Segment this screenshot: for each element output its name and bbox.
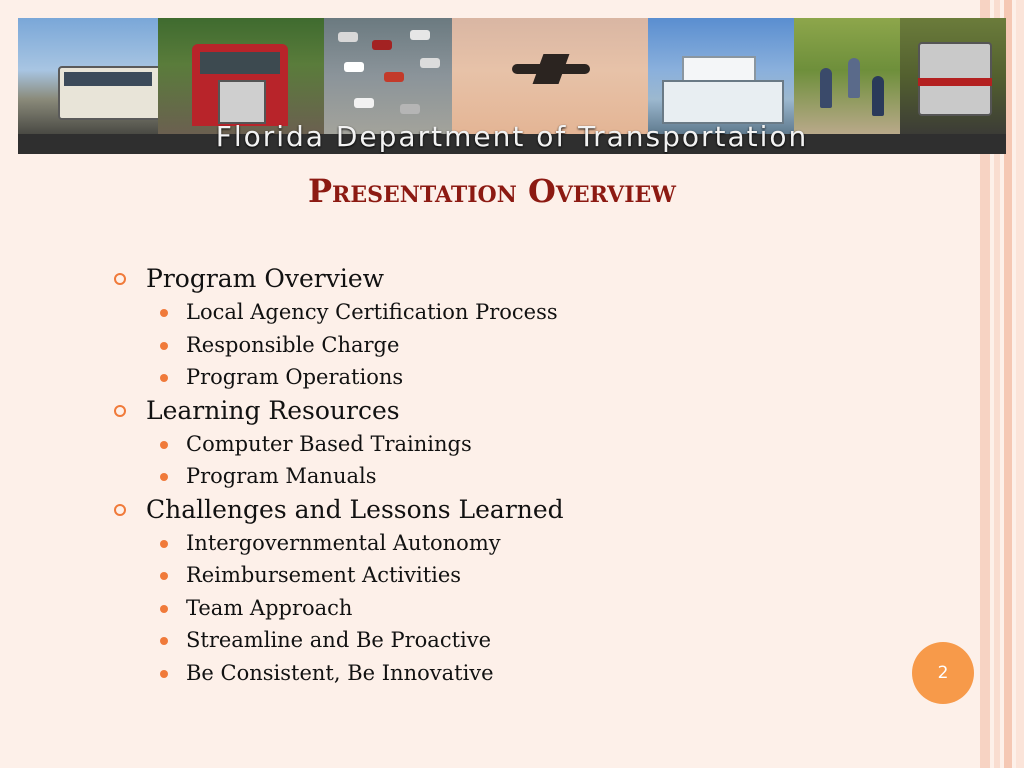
- car-shape: [384, 72, 404, 82]
- list-item: [112, 624, 872, 657]
- dot-bullet-icon: [160, 670, 168, 678]
- list-item: [112, 592, 872, 625]
- list-item-label: Intergovernmental Autonomy: [186, 530, 501, 555]
- list-item-label: Computer Based Trainings: [186, 431, 472, 456]
- list-item: [112, 527, 872, 560]
- banner-photo-collage: [18, 18, 1006, 134]
- list-item-label: Responsible Charge: [186, 332, 400, 357]
- dot-bullet-icon: [160, 473, 168, 481]
- dot-bullet-icon: [160, 374, 168, 382]
- car-shape: [410, 30, 430, 40]
- slide-title: Presentation Overview: [307, 172, 677, 210]
- highway-traffic-photo: [324, 18, 452, 134]
- list-item: [112, 559, 872, 592]
- dot-bullet-icon: [160, 441, 168, 449]
- list-item-label: Local Agency Certification Process: [186, 300, 558, 324]
- dot-bullet-icon: [160, 572, 168, 580]
- ring-bullet-icon: [114, 405, 126, 417]
- bullet-list: [112, 262, 872, 689]
- section-heading: [112, 262, 872, 296]
- list-item-label: Streamline and Be Proactive: [186, 628, 492, 652]
- person-shape: [872, 76, 884, 116]
- section-label: Program Overview: [146, 264, 385, 293]
- list-item-label: Team Approach: [186, 595, 353, 620]
- ship-photo: [648, 18, 794, 134]
- ring-bullet-icon: [114, 273, 126, 285]
- car-shape: [338, 32, 358, 42]
- list-item: [112, 657, 872, 690]
- car-shape: [344, 62, 364, 72]
- car-shape: [420, 58, 440, 68]
- pedestrians-photo: [794, 18, 900, 134]
- section-label: Learning Resources: [146, 395, 400, 425]
- dot-bullet-icon: [160, 540, 168, 548]
- list-item: [112, 361, 872, 394]
- train-stripe-shape: [918, 78, 992, 86]
- car-shape: [354, 98, 374, 108]
- list-item-label: Program Manuals: [186, 464, 377, 488]
- car-shape: [372, 40, 392, 50]
- bus-window-shape: [64, 72, 152, 86]
- side-strip: [1016, 0, 1024, 768]
- truck-photo: [158, 18, 324, 134]
- person-shape: [820, 68, 832, 108]
- dot-bullet-icon: [160, 309, 168, 317]
- train-photo: [900, 18, 1006, 134]
- ship-hull-shape: [662, 80, 784, 124]
- banner-title: Florida Department of Transportation: [215, 120, 809, 153]
- bus-photo: [18, 18, 158, 134]
- list-item: [112, 428, 872, 461]
- list-item-label: Be Consistent, Be Innovative: [186, 660, 494, 685]
- list-item: [112, 329, 872, 362]
- dot-bullet-icon: [160, 342, 168, 350]
- dot-bullet-icon: [160, 637, 168, 645]
- list-item-label: Program Operations: [186, 365, 404, 389]
- airplane-wing-shape: [533, 54, 570, 84]
- ring-bullet-icon: [114, 504, 126, 516]
- list-item: [112, 296, 872, 329]
- dot-bullet-icon: [160, 605, 168, 613]
- car-shape: [400, 104, 420, 114]
- list-item: [112, 460, 872, 493]
- section-label: Challenges and Lessons Learned: [146, 494, 564, 524]
- list-item-label: Reimbursement Activities: [186, 563, 462, 587]
- section-heading: [112, 394, 872, 428]
- section-heading: [112, 493, 872, 527]
- person-shape: [848, 58, 860, 98]
- page-number-badge: 2: [912, 642, 974, 704]
- header-banner: [18, 18, 1006, 154]
- truck-grill-shape: [218, 80, 266, 124]
- airplane-photo: [452, 18, 648, 134]
- truck-windshield-shape: [200, 52, 280, 74]
